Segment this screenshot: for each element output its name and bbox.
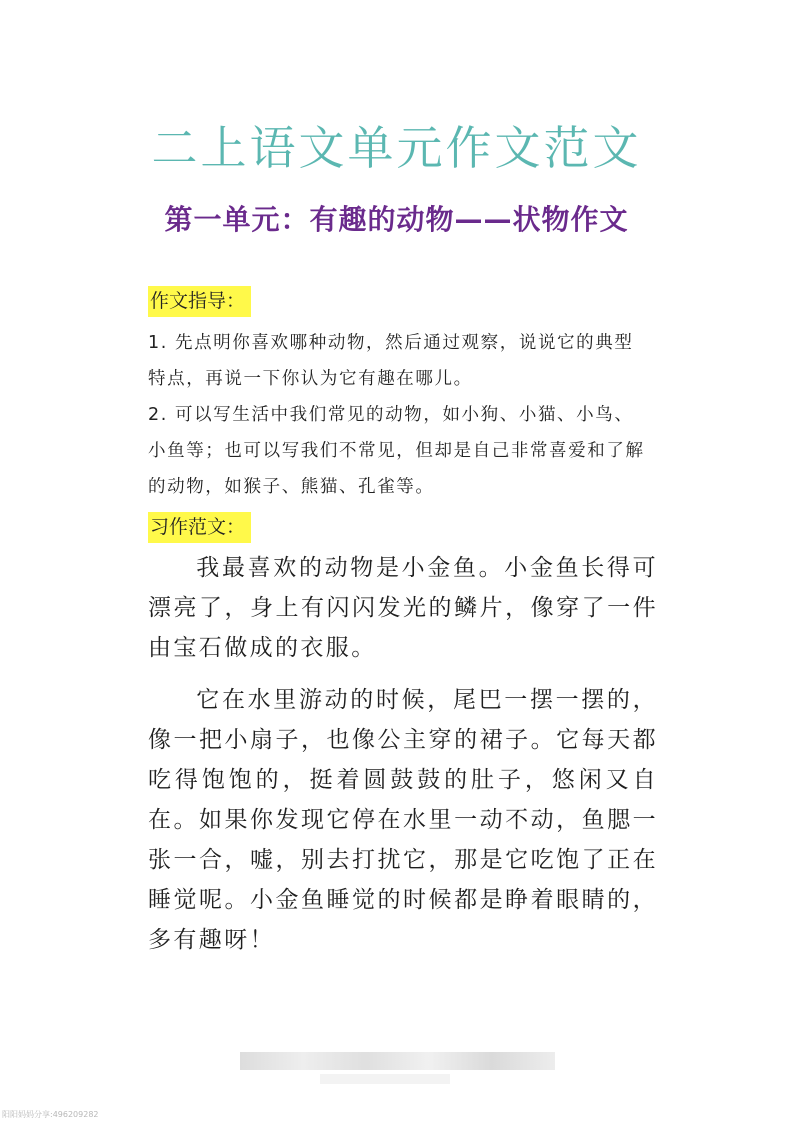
page-title: 二上语文单元作文范文 [151, 121, 642, 175]
unit-subtitle: 第一单元：有趣的动物——状物作文 [164, 203, 629, 236]
guide-section-label: 作文指导： [148, 286, 251, 317]
blurred-watermark-sub [320, 1074, 450, 1084]
guide-item: 1. 先点明你喜欢哪种动物，然后通过观察，说说它的典型特点，再说一下你认为它有趣在哪儿。 [148, 333, 634, 389]
sample-essay [148, 548, 658, 972]
essay-section-label: 习作范文： [148, 512, 251, 543]
essay-paragraph: 它在水里游动的时候，尾巴一摆一摆的，像一把小扇子，也像公主穿的裙子。它每天都吃得饱饱的，挺着圆鼓鼓的肚子，悠闲又自在。如果你发现它停在水里一动不动，鱼腮一张一合，嘘，别去打扰它，那是它吃饱了正在睡觉呢。小金鱼睡觉的时候都是睁着眼睛的，多有趣呀！ [148, 687, 658, 953]
blurred-watermark [240, 1052, 555, 1070]
footer-watermark-text: 阳阳妈妈分享:496209282 [2, 1110, 99, 1119]
guide-list [148, 325, 648, 505]
essay-paragraph: 我最喜欢的动物是小金鱼。小金鱼长得可漂亮了，身上有闪闪发光的鳞片，像穿了一件由宝石做成的衣服。 [148, 555, 658, 661]
guide-item: 2. 可以写生活中我们常见的动物，如小狗、小猫、小鸟、小鱼等；也可以写我们不常见，但却是自己非常喜爱和了解的动物，如猴子、熊猫、孔雀等。 [148, 405, 645, 497]
